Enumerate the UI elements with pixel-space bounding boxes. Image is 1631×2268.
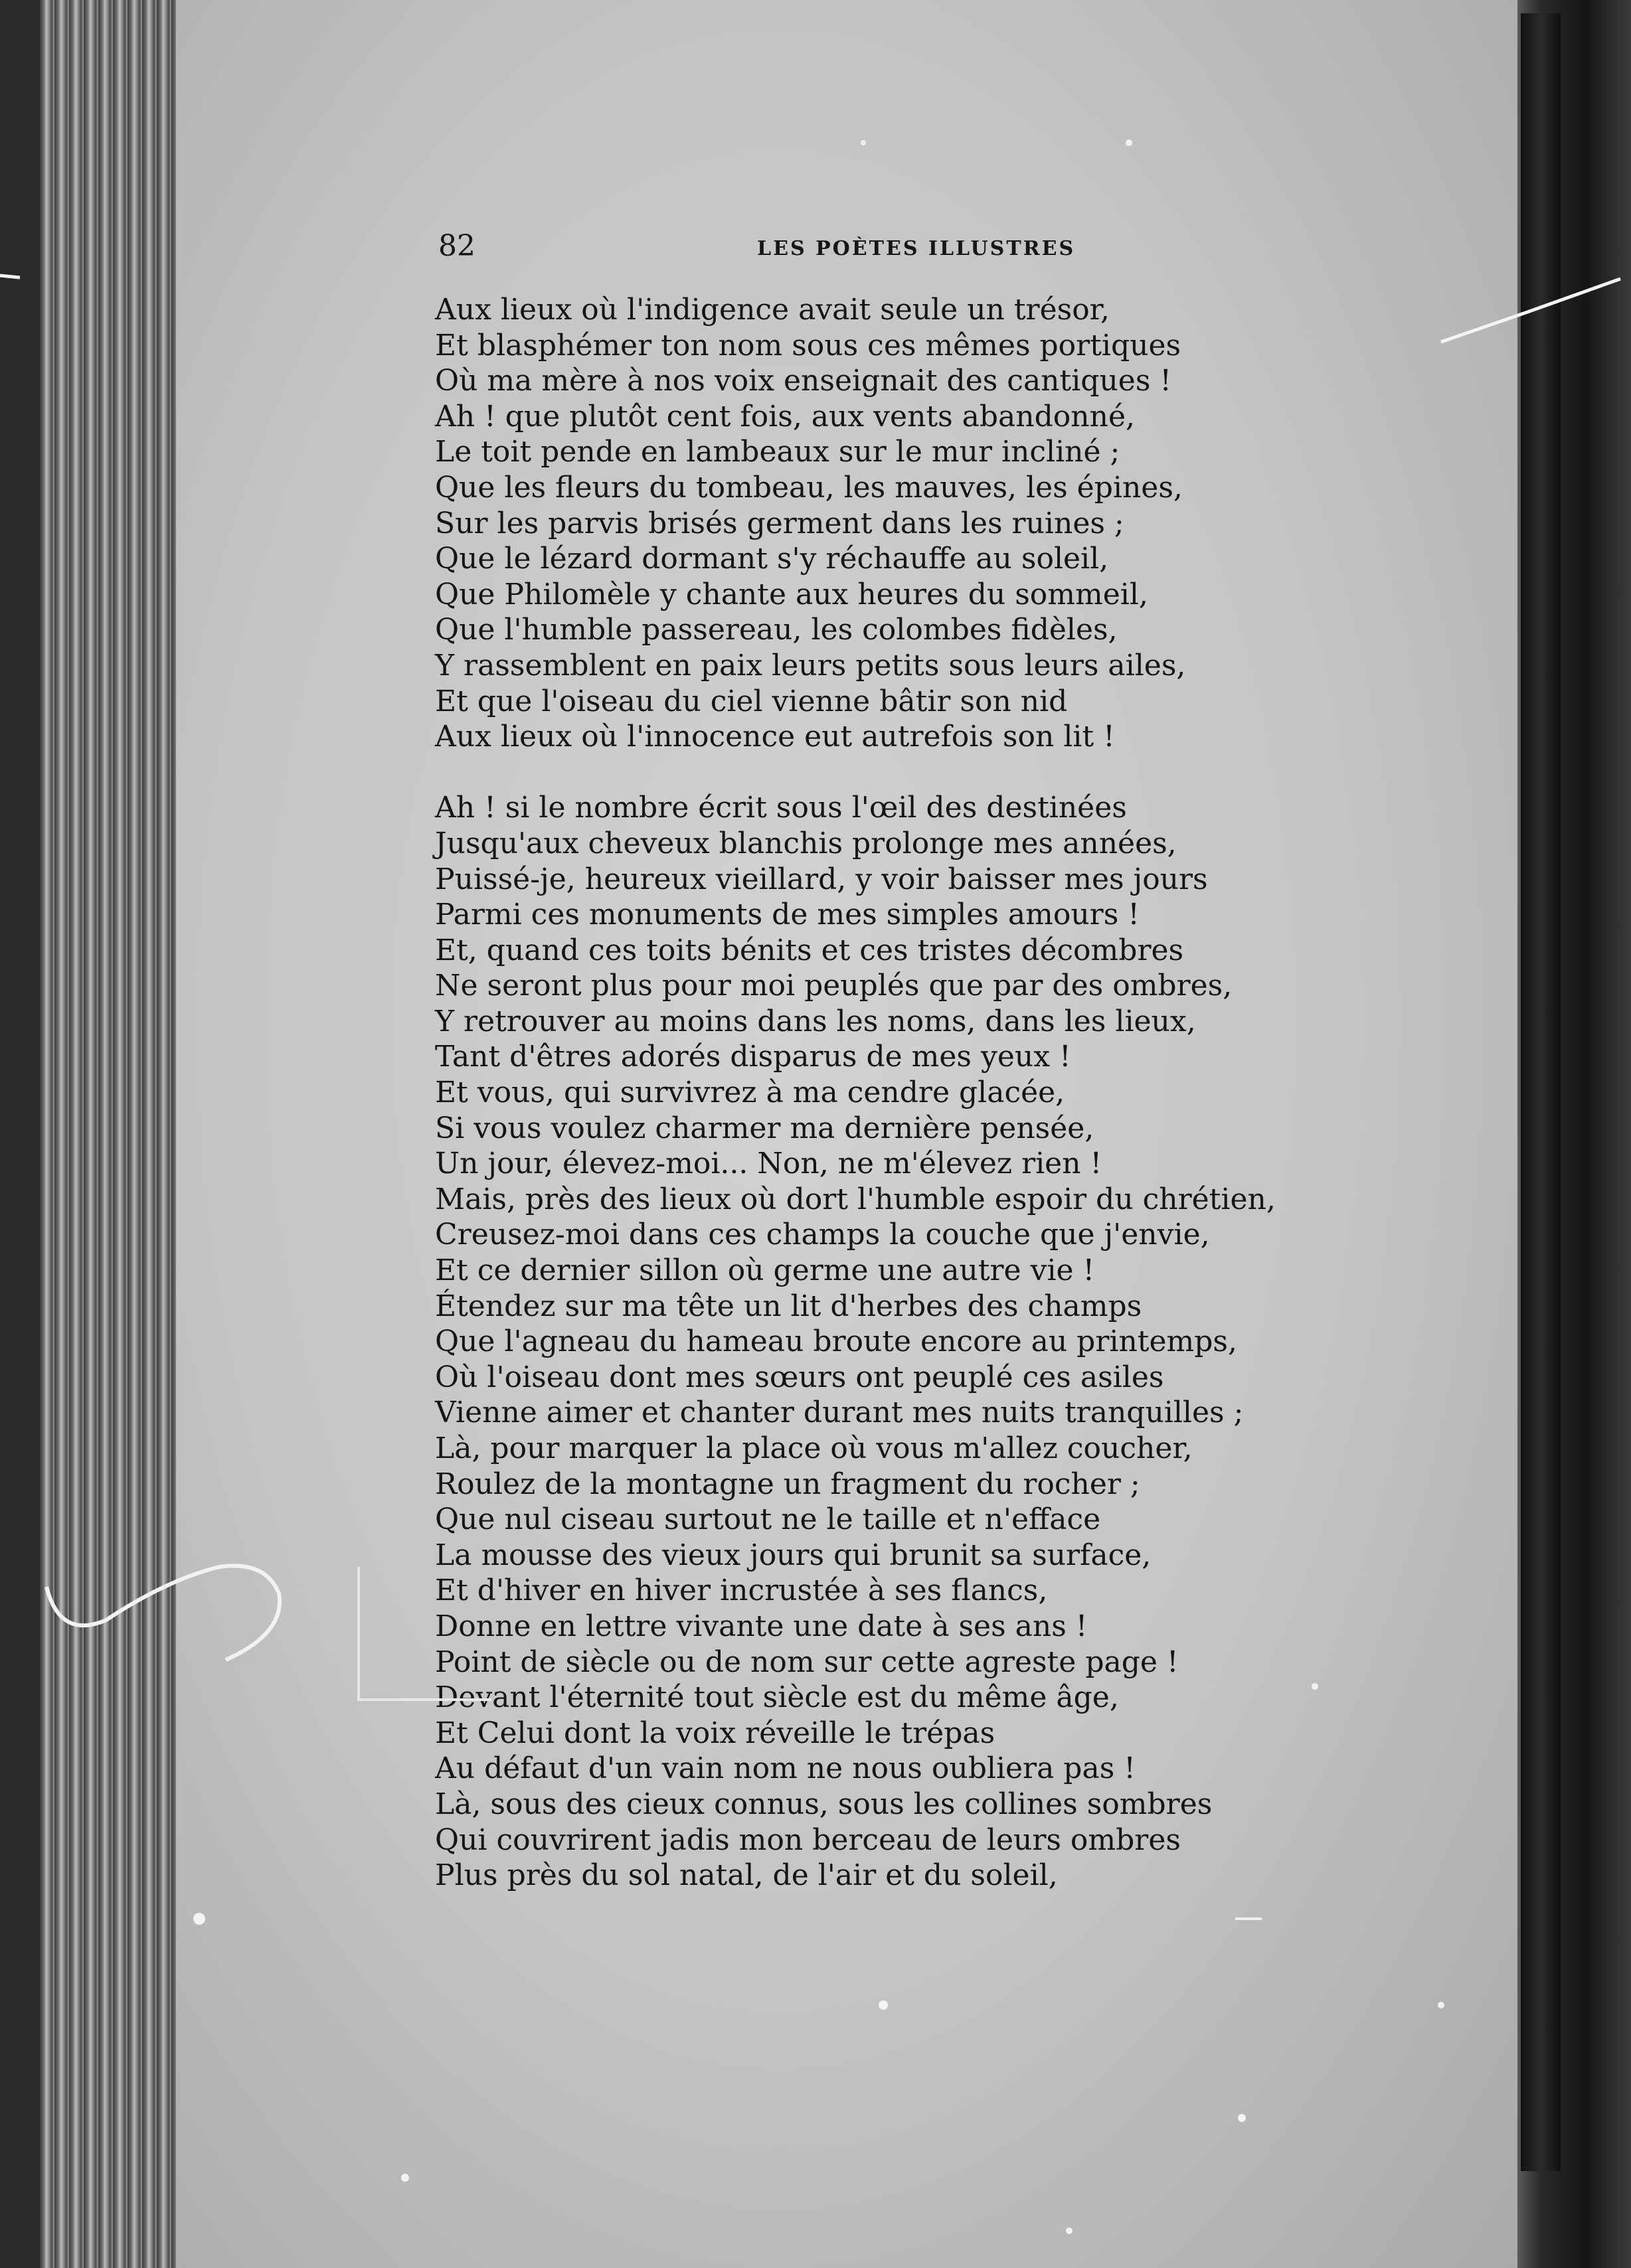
verse-line: Et vous, qui survivrez à ma cendre glacée, bbox=[435, 1076, 1065, 1110]
verse-line: Ah ! si le nombre écrit sous l'œil des destinées bbox=[435, 791, 1127, 825]
verse-line: Que le lézard dormant s'y réchauffe au soleil, bbox=[435, 542, 1109, 576]
verse-line: Tant d'êtres adorés disparus de mes yeux ! bbox=[435, 1040, 1071, 1074]
verse-line: Que les fleurs du tombeau, les mauves, les épines, bbox=[435, 470, 1183, 505]
running-head bbox=[438, 229, 1368, 269]
verse-line: Là, sous des cieux connus, sous les collines sombres bbox=[435, 1787, 1213, 1821]
verse-line: Le toit pende en lambeaux sur le mur incliné ; bbox=[435, 435, 1120, 469]
verse-line: Étendez sur ma tête un lit d'herbes des champs bbox=[435, 1289, 1142, 1323]
verse-line: Que nul ciseau surtout ne le taille et n'efface bbox=[435, 1502, 1101, 1537]
verse-line: Que Philomèle y chante aux heures du sommeil, bbox=[435, 577, 1148, 611]
verse-line: Devant l'éternité tout siècle est du même âge, bbox=[435, 1680, 1119, 1715]
verse-line: La mousse des vieux jours qui brunit sa surface, bbox=[435, 1538, 1152, 1572]
poem-text bbox=[435, 292, 1365, 1894]
verse-line: Au défaut d'un vain nom ne nous oubliera pas ! bbox=[435, 1751, 1136, 1786]
verse-line: Là, pour marquer la place où vous m'allez coucher, bbox=[435, 1431, 1193, 1465]
binding-strip bbox=[1521, 13, 1561, 2171]
verse-line: Mais, près des lieux où dort l'humble espoir du chrétien, bbox=[435, 1182, 1276, 1216]
verse-line: Et ce dernier sillon où germe une autre vie ! bbox=[435, 1254, 1095, 1288]
verse-line: Jusqu'aux cheveux blanchis prolonge mes années, bbox=[435, 826, 1177, 860]
verse-line: Aux lieux où l'indigence avait seule un trésor, bbox=[435, 293, 1110, 327]
page-number: 82 bbox=[438, 229, 475, 263]
stanza-2 bbox=[435, 790, 1365, 1893]
verse-line: Ah ! que plutôt cent fois, aux vents abandonné, bbox=[435, 399, 1135, 434]
verse-line: Si vous voulez charmer ma dernière pensée, bbox=[435, 1111, 1094, 1145]
verse-line: Creusez-moi dans ces champs la couche que j'envie, bbox=[435, 1218, 1210, 1252]
verse-line: Ne seront plus pour moi peuplés que par des ombres, bbox=[435, 969, 1233, 1003]
verse-line: Et Celui dont la voix réveille le trépas bbox=[435, 1716, 995, 1750]
verse-line: Plus près du sol natal, de l'air et du soleil, bbox=[435, 1858, 1058, 1893]
verse-line: Point de siècle ou de nom sur cette agreste page ! bbox=[435, 1645, 1179, 1679]
verse-line: Sur les parvis brisés germent dans les ruines ; bbox=[435, 506, 1124, 540]
verse-line: Un jour, élevez-moi... Non, ne m'élevez rien ! bbox=[435, 1147, 1102, 1181]
verse-line: Donne en lettre vivante une date à ses ans ! bbox=[435, 1609, 1088, 1643]
page-edges bbox=[40, 0, 179, 2268]
verse-line: Y rassemblent en paix leurs petits sous leurs ailes, bbox=[435, 648, 1186, 683]
verse-line: Roulez de la montagne un fragment du rocher ; bbox=[435, 1467, 1140, 1501]
verse-line: Et blasphémer ton nom sous ces mêmes portiques bbox=[435, 328, 1181, 363]
verse-line: Vienne aimer et chanter durant mes nuits tranquilles ; bbox=[435, 1396, 1244, 1430]
verse-line: Et d'hiver en hiver incrustée à ses flancs, bbox=[435, 1574, 1048, 1608]
verse-line: Où ma mère à nos voix enseignait des cantiques ! bbox=[435, 364, 1172, 398]
verse-line: Et, quand ces toits bénits et ces tristes décombres bbox=[435, 933, 1184, 967]
stanza-1 bbox=[435, 292, 1365, 755]
verse-line: Qui couvrirent jadis mon berceau de leurs ombres bbox=[435, 1822, 1181, 1857]
verse-line: Que l'agneau du hameau broute encore au printemps, bbox=[435, 1325, 1237, 1359]
verse-line: Puissé-je, heureux vieillard, y voir baisser mes jours bbox=[435, 862, 1208, 896]
verse-line: Parmi ces monuments de mes simples amours ! bbox=[435, 898, 1140, 932]
verse-line: Et que l'oiseau du ciel vienne bâtir son nid bbox=[435, 684, 1068, 718]
verse-line: Où l'oiseau dont mes sœurs ont peuplé ces asiles bbox=[435, 1360, 1164, 1394]
running-title: LES POÈTES ILLUSTRES bbox=[757, 237, 1076, 260]
verse-line: Y retrouver au moins dans les noms, dans les lieux, bbox=[435, 1004, 1196, 1038]
scratch-mark bbox=[0, 276, 20, 278]
verse-line: Aux lieux où l'innocence eut autrefois son lit ! bbox=[435, 720, 1115, 754]
verse-line: Que l'humble passereau, les colombes fidèles, bbox=[435, 613, 1118, 647]
